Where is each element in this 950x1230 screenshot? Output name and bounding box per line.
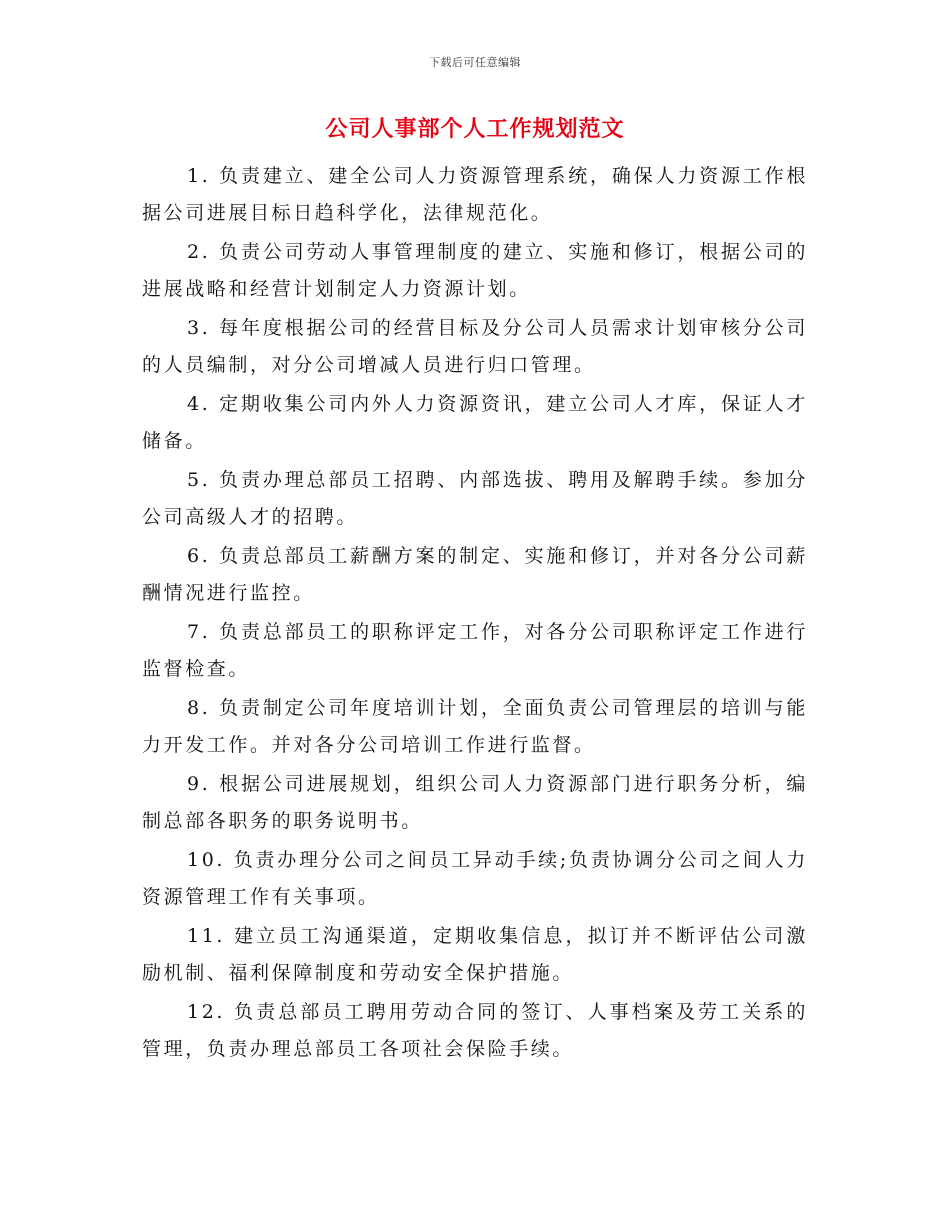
document-title: 公司人事部个人工作规划范文: [325, 116, 625, 142]
paragraph-7: 7. 负责总部员工的职称评定工作，对各分公司职称评定工作进行监督检查。: [142, 621, 808, 680]
paragraph-4: 4. 定期收集公司内外人力资源资讯，建立公司人才库，保证人才储备。: [142, 393, 808, 452]
paragraph-11: 11. 建立员工沟通渠道，定期收集信息，拟订并不断评估公司激励机制、福利保障制度和劳动安全保护措施。: [142, 925, 808, 984]
paragraph-12: 12. 负责总部员工聘用劳动合同的签订、人事档案及劳工关系的管理，负责办理总部员工各项社会保险手续。: [142, 1001, 808, 1060]
paragraph-10: 10. 负责办理分公司之间员工异动手续;负责协调分公司之间人力资源管理工作有关事项。: [142, 849, 808, 908]
paragraph-9: 9. 根据公司进展规划，组织公司人力资源部门进行职务分析，编制总部各职务的职务说明书。: [142, 773, 808, 832]
paragraph-3: 3. 每年度根据公司的经营目标及分公司人员需求计划审核分公司的人员编制，对分公司增减人员进行归口管理。: [142, 317, 808, 376]
paragraph-1: 1. 负责建立、建全公司人力资源管理系统，确保人力资源工作根据公司进展目标日趋科学化，法律规范化。: [142, 165, 808, 224]
paragraph-8: 8. 负责制定公司年度培训计划，全面负责公司管理层的培训与能力开发工作。并对各分公司培训工作进行监督。: [142, 697, 808, 756]
header-note: 下载后可任意编辑: [429, 56, 521, 69]
paragraph-6: 6. 负责总部员工薪酬方案的制定、实施和修订，并对各分公司薪酬情况进行监控。: [142, 545, 808, 604]
paragraph-5: 5. 负责办理总部员工招聘、内部选拔、聘用及解聘手续。参加分公司高级人才的招聘。: [142, 469, 808, 528]
document-body: [142, 158, 808, 1070]
paragraph-2: 2. 负责公司劳动人事管理制度的建立、实施和修订，根据公司的进展战略和经营计划制定人力资源计划。: [142, 241, 808, 300]
